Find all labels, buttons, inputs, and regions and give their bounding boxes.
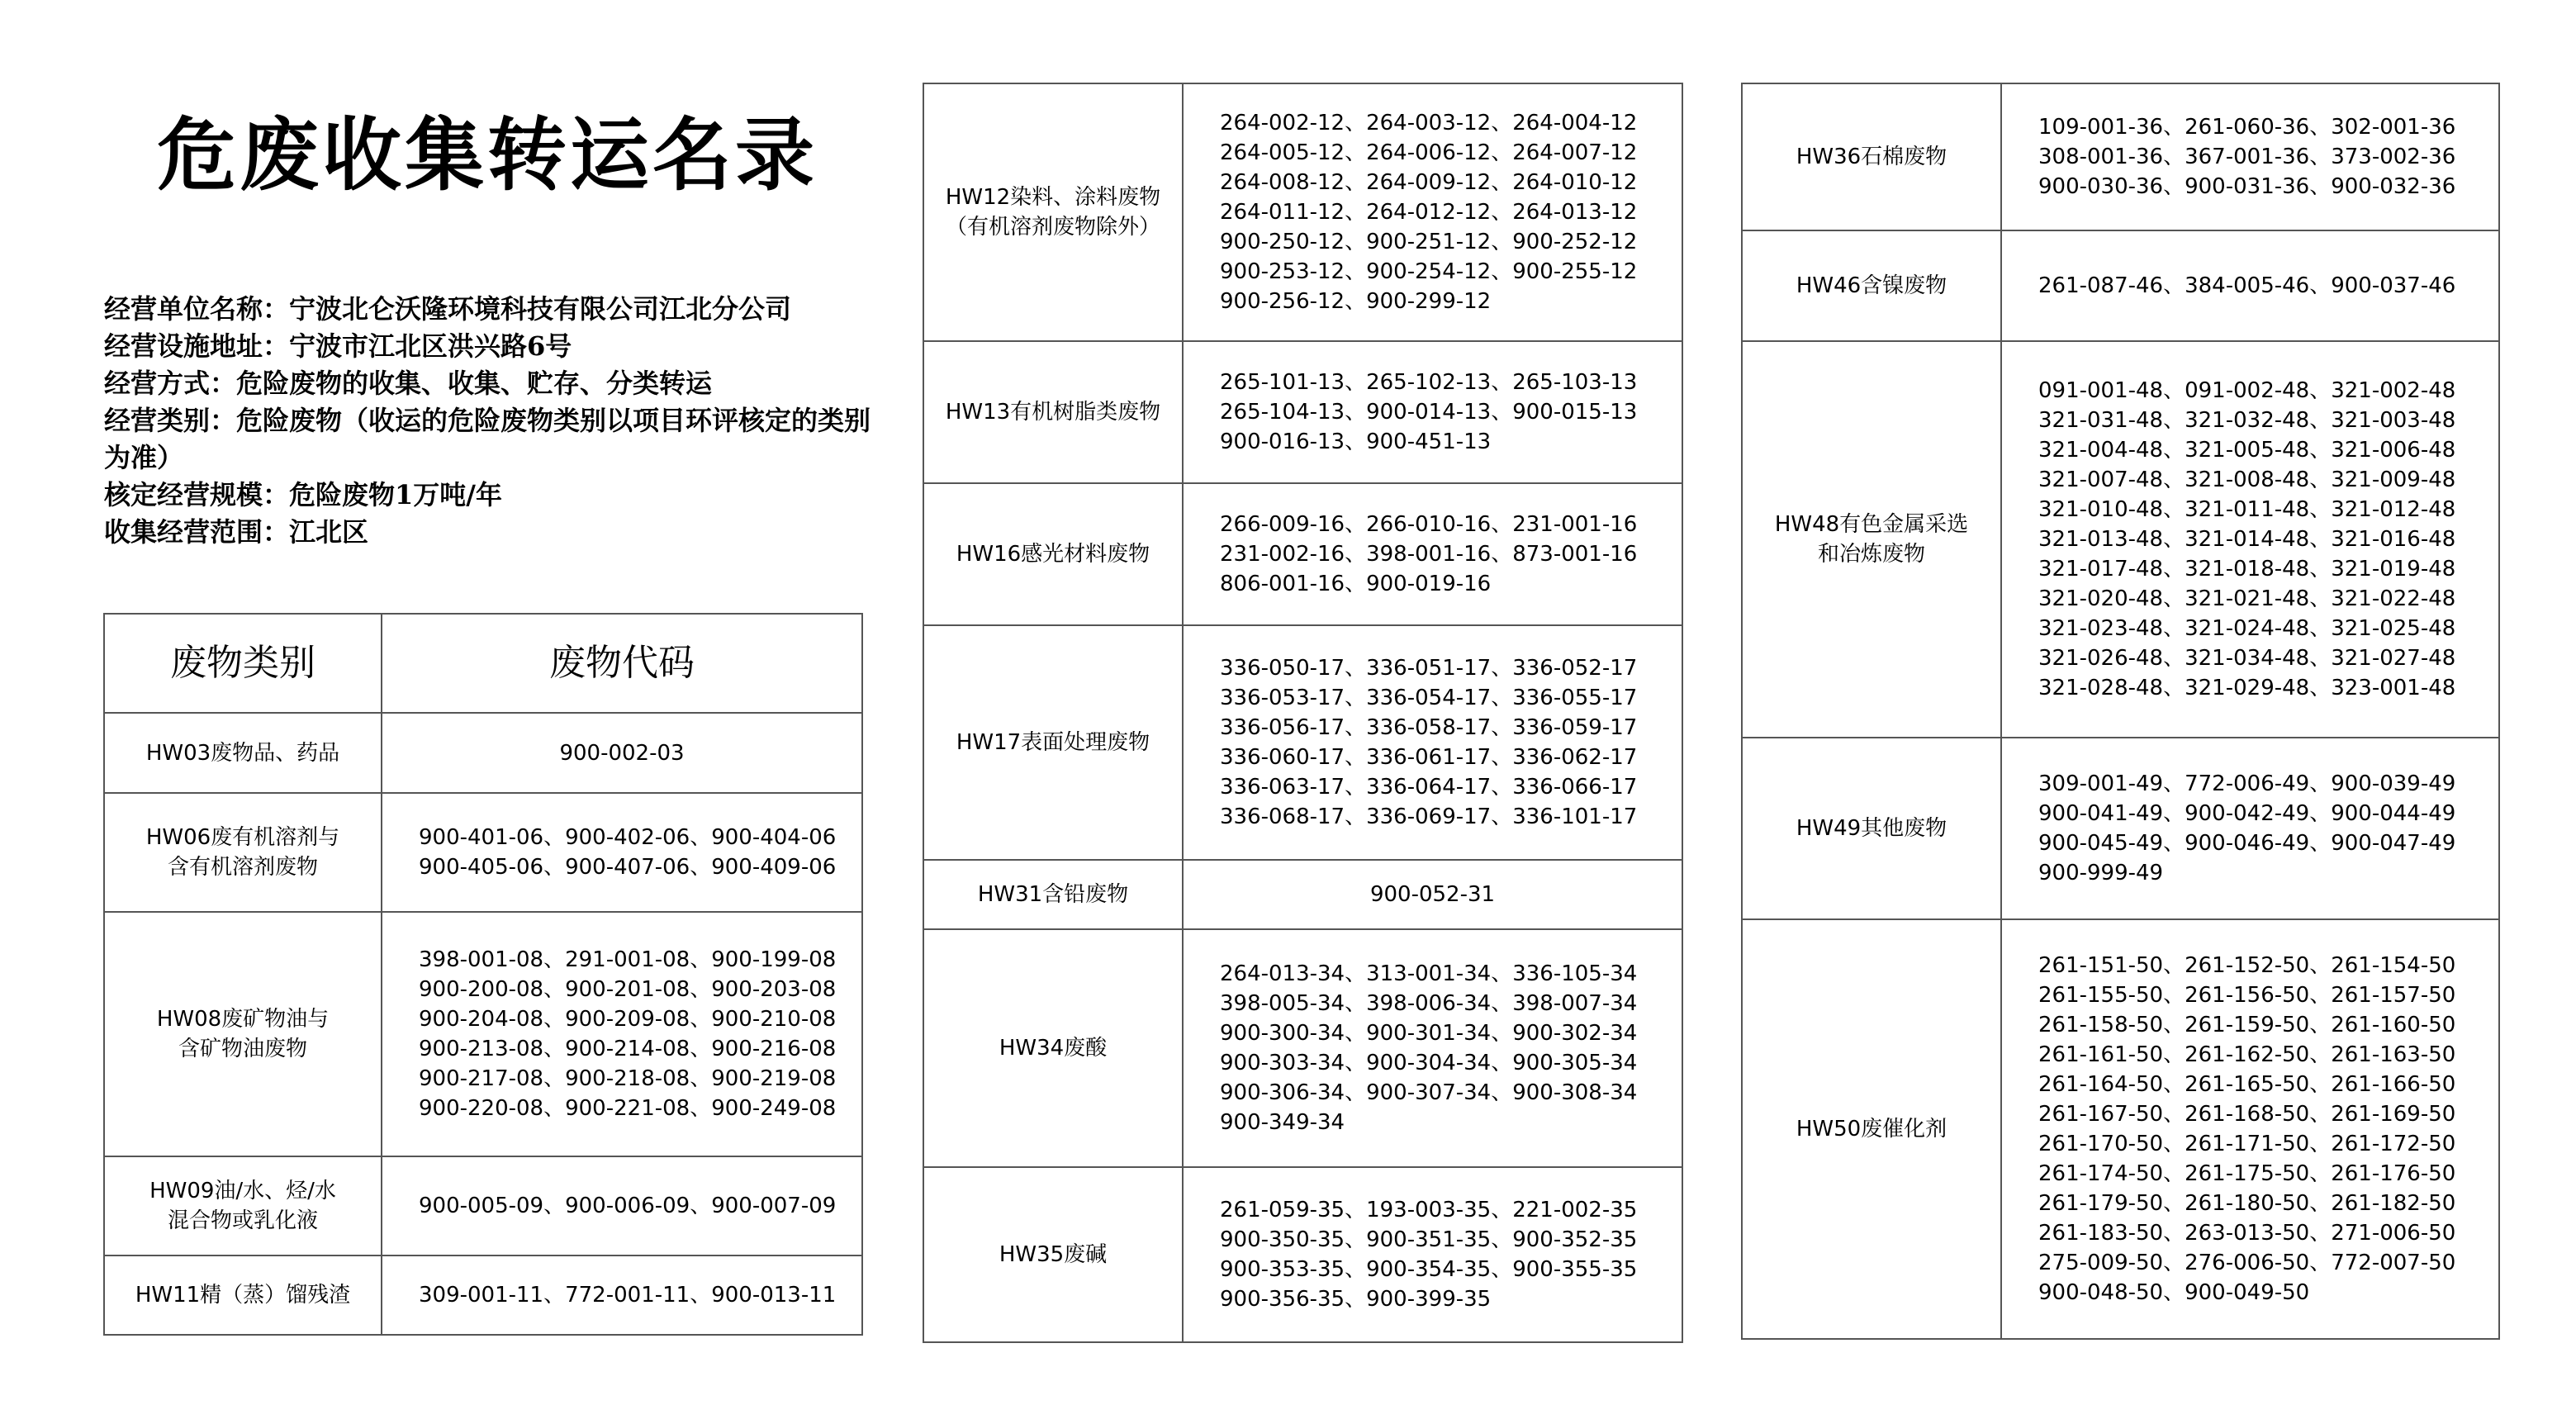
waste-code-line: 900-349-34	[1220, 1110, 1345, 1135]
waste-category-cell	[1742, 738, 2001, 919]
waste-code-line: 336-068-17、336-069-17、336-101-17	[1220, 805, 1638, 829]
info-address: 经营设施地址：宁波市江北区洪兴路6号	[104, 330, 572, 362]
waste-code-line: 900-353-35、900-354-35、900-355-35	[1220, 1257, 1638, 1282]
table-row	[104, 912, 862, 1156]
waste-table-3	[1741, 83, 2500, 1340]
waste-code-line: 321-028-48、321-029-48、323-001-48	[2038, 676, 2456, 700]
table-row	[1742, 341, 2499, 738]
waste-category-line: （有机溶剂废物除外）	[945, 215, 1160, 240]
operator-info	[104, 291, 880, 551]
waste-code-line: 900-999-49	[2038, 861, 2164, 885]
table-row	[923, 860, 1682, 929]
waste-code-line: 900-200-08、900-201-08、900-203-08	[419, 977, 837, 1002]
waste-code-line: 806-001-16、900-019-16	[1220, 572, 1492, 596]
waste-category-cell	[923, 929, 1183, 1167]
waste-code-line: 900-041-49、900-042-49、900-044-49	[2038, 801, 2456, 826]
waste-category-line: HW12染料、涂料废物	[945, 185, 1161, 210]
table-row	[923, 83, 1682, 341]
waste-category-line: HW16感光材料废物	[956, 542, 1150, 567]
waste-category-line: HW03废物品、药品	[145, 740, 340, 766]
header-code: 废物代码	[382, 614, 862, 713]
waste-code-line: 321-031-48、321-032-48、321-003-48	[2038, 408, 2456, 433]
waste-code-line: 900-030-36、900-031-36、900-032-36	[2038, 174, 2456, 199]
waste-code-line: 398-005-34、398-006-34、398-007-34	[1220, 991, 1638, 1016]
waste-code-line: 261-158-50、261-159-50、261-160-50	[2038, 1013, 2456, 1037]
waste-code-line: 261-161-50、261-162-50、261-163-50	[2038, 1042, 2456, 1067]
header-category: 废物类别	[104, 614, 382, 713]
waste-code-line: 265-101-13、265-102-13、265-103-13	[1220, 370, 1638, 395]
waste-code-line: 321-004-48、321-005-48、321-006-48	[2038, 438, 2456, 463]
waste-code-line: 266-009-16、266-010-16、231-001-16	[1220, 512, 1638, 537]
waste-category-cell	[104, 1255, 382, 1335]
waste-code-line: 309-001-11、772-001-11、900-013-11	[419, 1283, 837, 1308]
info-method: 经营方式：危险废物的收集、收集、贮存、分类转运	[104, 368, 713, 399]
waste-code-cell	[1183, 83, 1682, 341]
info-scale: 核定经营规模：危险废物1万吨/年	[104, 479, 502, 510]
waste-code-line: 261-179-50、261-180-50、261-182-50	[2038, 1191, 2456, 1216]
waste-category-line: HW06废有机溶剂与	[145, 825, 340, 850]
waste-code-line: 900-306-34、900-307-34、900-308-34	[1220, 1080, 1638, 1105]
waste-code-line: 261-059-35、193-003-35、221-002-35	[1220, 1198, 1638, 1222]
waste-code-line: 900-300-34、900-301-34、900-302-34	[1220, 1021, 1638, 1046]
waste-category-cell	[104, 912, 382, 1156]
waste-code-cell	[1183, 1167, 1682, 1342]
waste-category-cell	[923, 83, 1183, 341]
table-row	[1742, 83, 2499, 230]
waste-code-line: 900-356-35、900-399-35	[1220, 1287, 1492, 1312]
waste-code-line: 900-405-06、900-407-06、900-409-06	[419, 855, 837, 880]
waste-code-line: 264-008-12、264-009-12、264-010-12	[1220, 170, 1638, 195]
waste-code-cell	[1183, 483, 1682, 625]
waste-category-line: 和冶炼废物	[1817, 542, 1925, 567]
waste-code-line: 900-002-03	[559, 740, 685, 766]
waste-category-line: HW31含铅废物	[977, 882, 1129, 907]
waste-code-line: 261-151-50、261-152-50、261-154-50	[2038, 953, 2456, 978]
waste-category-line: HW11精（蒸）馏残渣	[135, 1283, 351, 1308]
table-row	[1742, 230, 2499, 341]
waste-code-cell	[382, 713, 862, 793]
waste-code-cell	[2001, 341, 2499, 738]
waste-code-line: 265-104-13、900-014-13、900-015-13	[1220, 400, 1638, 425]
waste-code-line: 336-056-17、336-058-17、336-059-17	[1220, 715, 1638, 740]
waste-code-cell	[1183, 929, 1682, 1167]
waste-category-cell	[1742, 919, 2001, 1339]
waste-code-line: 900-401-06、900-402-06、900-404-06	[419, 825, 837, 850]
waste-code-line: 900-350-35、900-351-35、900-352-35	[1220, 1227, 1638, 1252]
waste-code-line: 261-155-50、261-156-50、261-157-50	[2038, 983, 2456, 1008]
waste-category-cell	[1742, 341, 2001, 738]
waste-code-cell	[1183, 341, 1682, 483]
waste-code-cell	[2001, 83, 2499, 230]
waste-code-line: 261-087-46、384-005-46、900-037-46	[2038, 273, 2456, 298]
waste-code-line: 336-060-17、336-061-17、336-062-17	[1220, 745, 1638, 770]
waste-category-line: HW48有色金属采选	[1774, 512, 1969, 537]
waste-code-cell	[382, 912, 862, 1156]
table-row	[1742, 738, 2499, 919]
waste-code-line: 900-256-12、900-299-12	[1220, 289, 1492, 314]
table-header-row	[104, 614, 862, 713]
waste-category-cell	[104, 793, 382, 912]
waste-code-line: 261-183-50、263-013-50、271-006-50	[2038, 1221, 2456, 1246]
waste-code-line: 261-170-50、261-171-50、261-172-50	[2038, 1132, 2456, 1156]
waste-code-line: 261-174-50、261-175-50、261-176-50	[2038, 1161, 2456, 1186]
waste-category-cell	[923, 625, 1183, 860]
waste-category-line: HW49其他废物	[1796, 816, 1947, 841]
waste-category-line: HW13有机树脂类废物	[945, 400, 1161, 425]
waste-category-cell	[923, 483, 1183, 625]
waste-category-line: HW09油/水、烃/水	[149, 1179, 336, 1203]
waste-code-line: 321-023-48、321-024-48、321-025-48	[2038, 616, 2456, 641]
waste-code-cell	[382, 793, 862, 912]
waste-code-cell	[382, 1255, 862, 1335]
waste-code-line: 109-001-36、261-060-36、302-001-36	[2038, 115, 2456, 140]
waste-code-line: 900-204-08、900-209-08、900-210-08	[419, 1007, 837, 1032]
waste-code-line: 264-011-12、264-012-12、264-013-12	[1220, 200, 1638, 225]
table-row	[923, 929, 1682, 1167]
info-scope: 收集经营范围：江北区	[104, 516, 369, 548]
waste-category-line: HW17表面处理废物	[956, 730, 1150, 755]
table-row	[923, 625, 1682, 860]
waste-category-line: 含矿物油废物	[178, 1037, 307, 1061]
waste-code-cell	[2001, 738, 2499, 919]
waste-code-cell	[1183, 860, 1682, 929]
waste-code-line: 321-010-48、321-011-48、321-012-48	[2038, 497, 2456, 522]
waste-code-cell	[1183, 625, 1682, 860]
waste-category-line: HW34废酸	[999, 1036, 1108, 1061]
waste-code-line: 900-213-08、900-214-08、900-216-08	[419, 1037, 837, 1061]
info-category: 经营类别：危险废物（收运的危险废物类别以项目环评核定的类别为准）	[104, 405, 871, 473]
waste-code-line: 275-009-50、276-006-50、772-007-50	[2038, 1251, 2456, 1275]
info-company: 经营单位名称：宁波北仑沃隆环境科技有限公司江北分公司	[104, 293, 792, 325]
table-row	[1742, 919, 2499, 1339]
waste-code-line: 900-220-08、900-221-08、900-249-08	[419, 1096, 837, 1121]
table-row	[104, 1156, 862, 1255]
waste-code-line: 321-017-48、321-018-48、321-019-48	[2038, 557, 2456, 581]
table-row	[104, 1255, 862, 1335]
waste-category-cell	[923, 341, 1183, 483]
waste-code-cell	[2001, 230, 2499, 341]
waste-code-line: 900-217-08、900-218-08、900-219-08	[419, 1066, 837, 1091]
waste-code-line: 900-048-50、900-049-50	[2038, 1280, 2310, 1305]
waste-category-line: 混合物或乳化液	[167, 1208, 318, 1233]
waste-category-cell	[1742, 83, 2001, 230]
waste-category-cell	[923, 860, 1183, 929]
waste-code-cell	[2001, 919, 2499, 1339]
waste-code-cell	[382, 1156, 862, 1255]
waste-code-line: 336-053-17、336-054-17、336-055-17	[1220, 686, 1638, 710]
page-title: 危废收集转运名录	[157, 109, 818, 202]
waste-code-line: 321-026-48、321-034-48、321-027-48	[2038, 646, 2456, 671]
table-row	[923, 483, 1682, 625]
waste-code-line: 336-050-17、336-051-17、336-052-17	[1220, 656, 1638, 681]
waste-code-line: 261-164-50、261-165-50、261-166-50	[2038, 1072, 2456, 1097]
waste-category-line: HW46含镍废物	[1796, 273, 1947, 298]
waste-code-line: 261-167-50、261-168-50、261-169-50	[2038, 1102, 2456, 1127]
waste-code-line: 900-005-09、900-006-09、900-007-09	[419, 1194, 837, 1218]
waste-category-line: HW36石棉废物	[1796, 145, 1947, 169]
waste-category-cell	[923, 1167, 1183, 1342]
waste-code-line: 900-045-49、900-046-49、900-047-49	[2038, 831, 2456, 856]
waste-code-line: 900-016-13、900-451-13	[1220, 430, 1492, 454]
waste-category-cell	[104, 1156, 382, 1255]
waste-category-line: HW08废矿物油与	[156, 1007, 330, 1032]
waste-code-line: 091-001-48、091-002-48、321-002-48	[2038, 378, 2456, 403]
waste-code-line: 264-005-12、264-006-12、264-007-12	[1220, 140, 1638, 165]
waste-category-line: HW35废碱	[999, 1242, 1108, 1267]
waste-code-line: 264-002-12、264-003-12、264-004-12	[1220, 111, 1638, 135]
waste-code-line: 231-002-16、398-001-16、873-001-16	[1220, 542, 1638, 567]
waste-category-line: HW50废催化剂	[1796, 1117, 1947, 1142]
table-row	[104, 793, 862, 912]
waste-category-cell	[1742, 230, 2001, 341]
waste-code-line: 309-001-49、772-006-49、900-039-49	[2038, 771, 2456, 796]
waste-code-line: 264-013-34、313-001-34、336-105-34	[1220, 961, 1638, 986]
waste-code-line: 900-250-12、900-251-12、900-252-12	[1220, 230, 1638, 254]
waste-code-line: 308-001-36、367-001-36、373-002-36	[2038, 145, 2456, 169]
table-row	[923, 1167, 1682, 1342]
waste-code-line: 321-013-48、321-014-48、321-016-48	[2038, 527, 2456, 552]
waste-code-line: 900-303-34、900-304-34、900-305-34	[1220, 1051, 1638, 1075]
waste-table-2	[923, 83, 1683, 1343]
waste-table-1	[103, 613, 863, 1336]
table-row	[923, 341, 1682, 483]
waste-code-line: 900-052-31	[1369, 882, 1496, 907]
waste-code-line: 398-001-08、291-001-08、900-199-08	[419, 947, 837, 972]
waste-code-line: 336-063-17、336-064-17、336-066-17	[1220, 775, 1638, 800]
waste-code-line: 900-253-12、900-254-12、900-255-12	[1220, 259, 1638, 284]
waste-category-line: 含有机溶剂废物	[167, 855, 318, 880]
waste-code-line: 321-020-48、321-021-48、321-022-48	[2038, 586, 2456, 611]
table-row	[104, 713, 862, 793]
waste-code-line: 321-007-48、321-008-48、321-009-48	[2038, 468, 2456, 492]
waste-category-cell	[104, 713, 382, 793]
